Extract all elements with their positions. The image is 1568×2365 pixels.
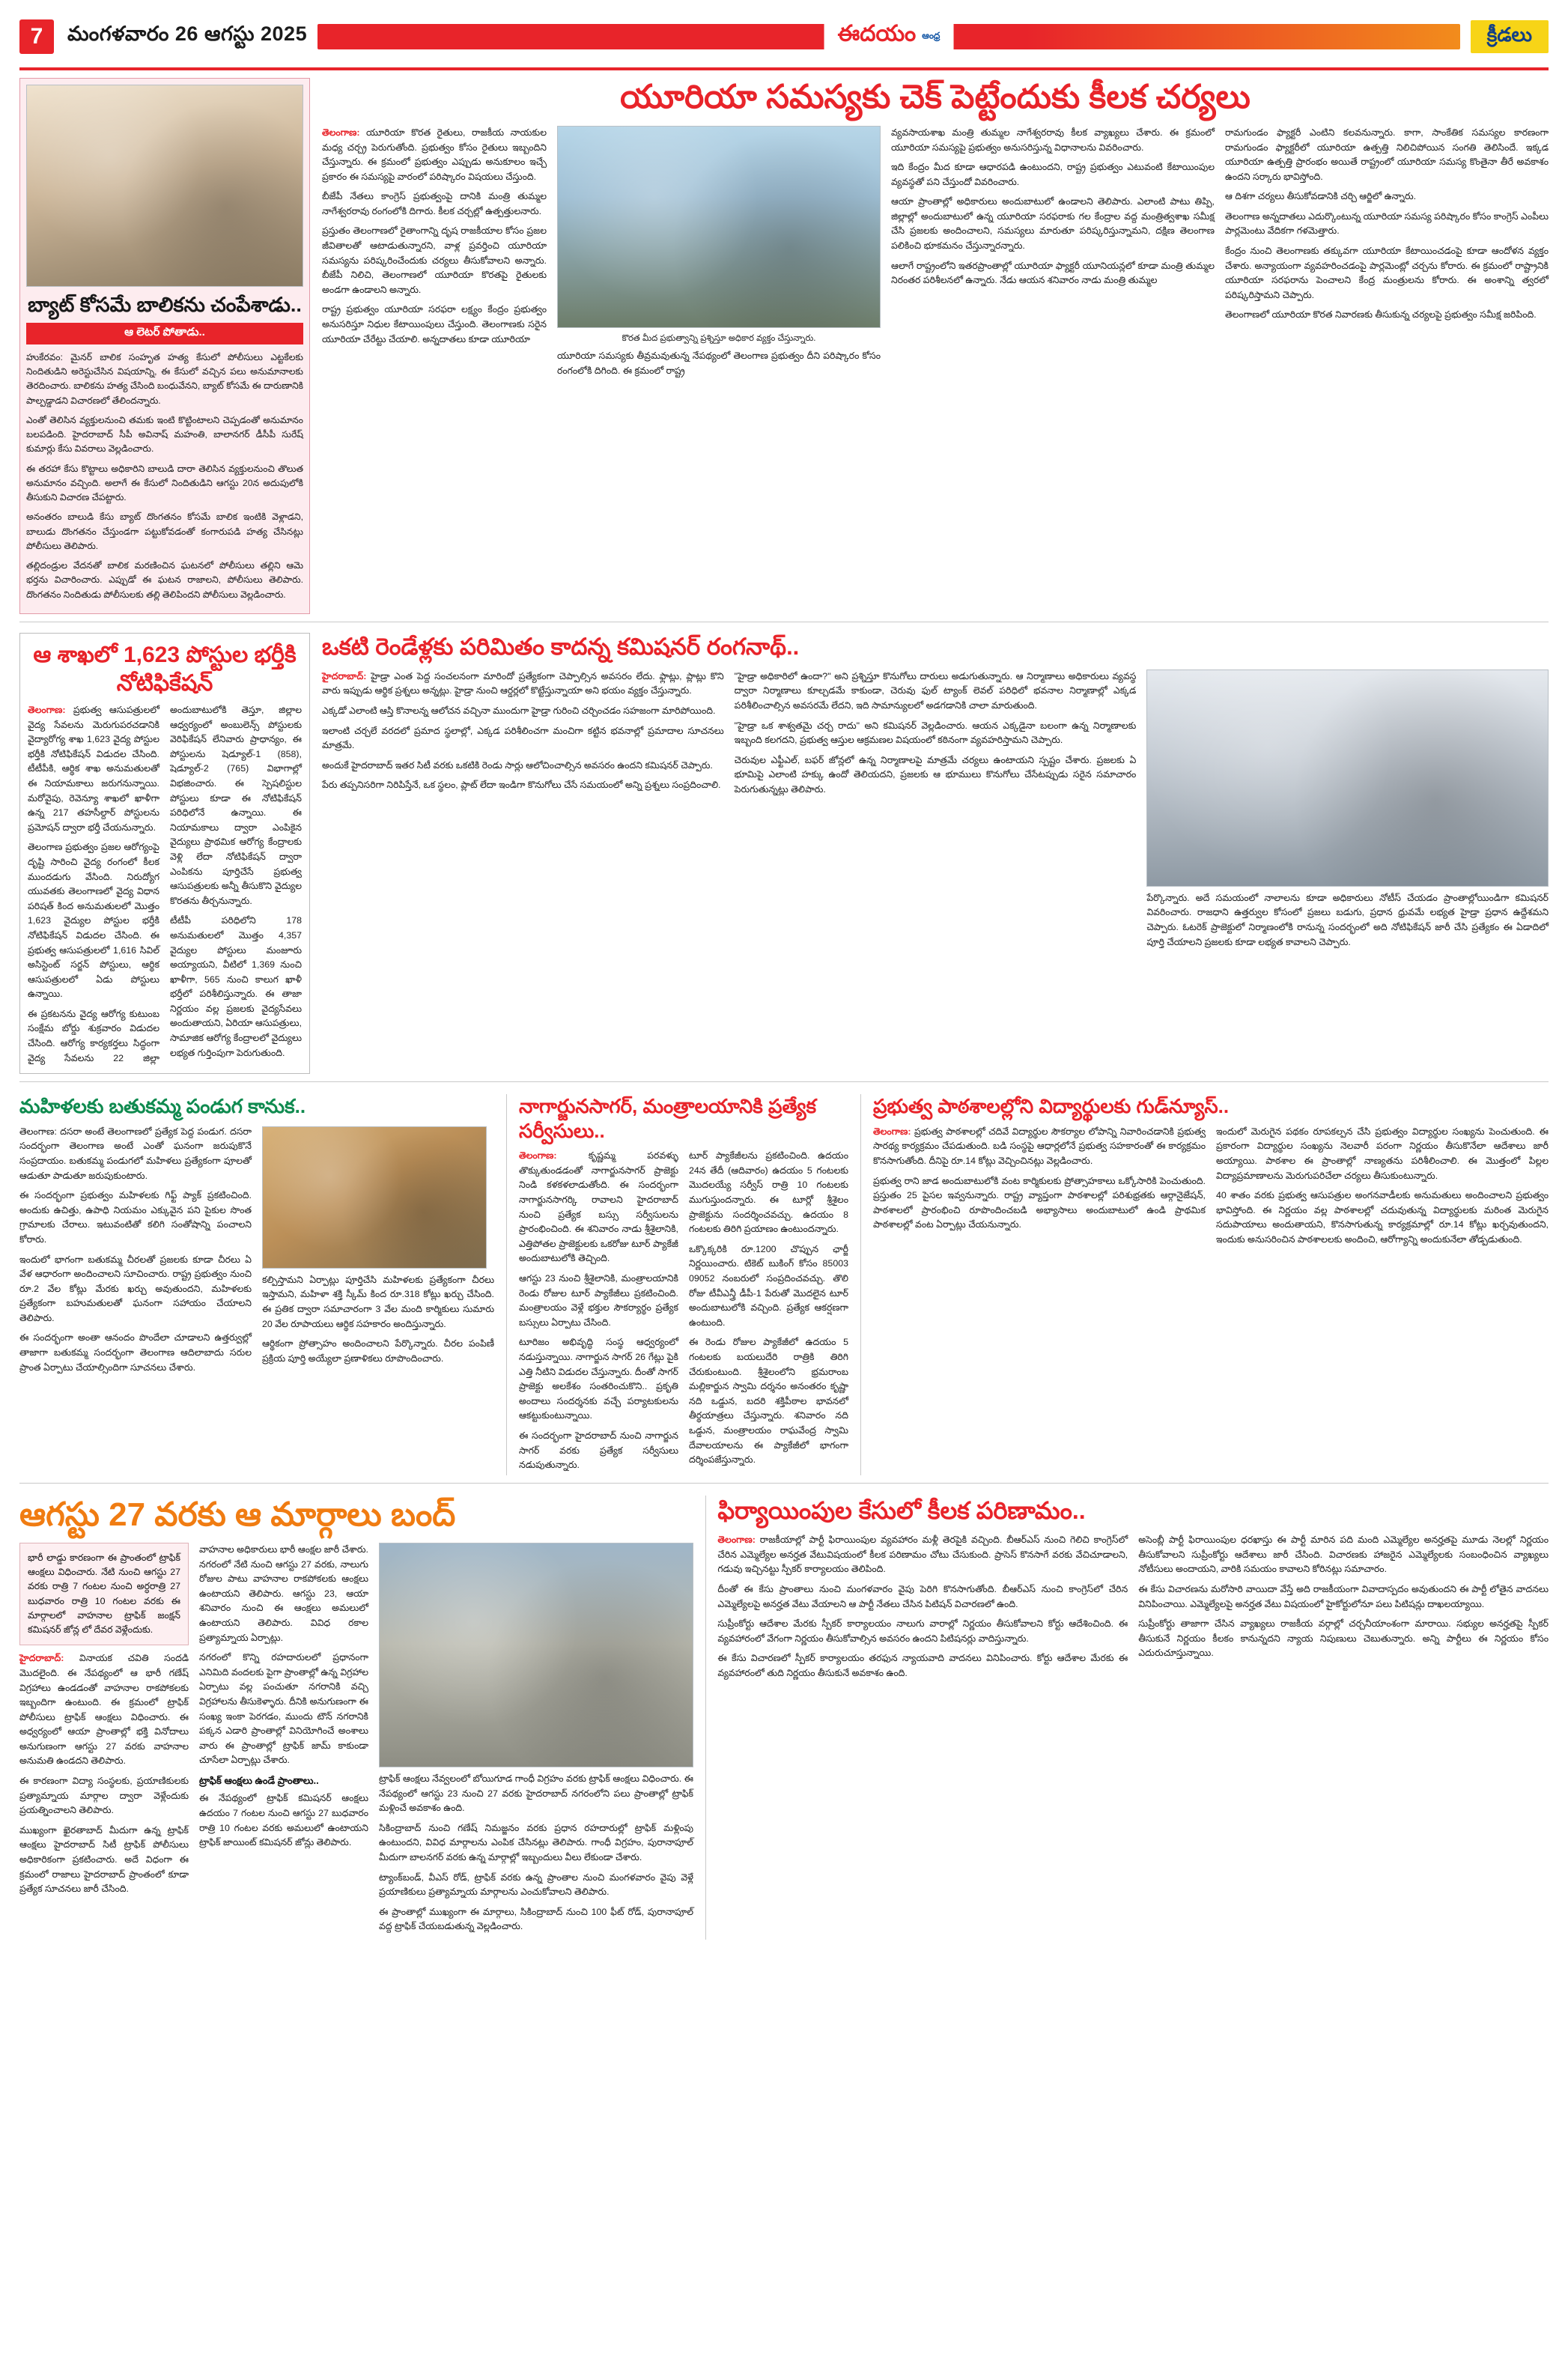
divider — [19, 1483, 1549, 1484]
logo-text: ఈదయం — [837, 21, 917, 46]
para: అందుకే హైదరాబాద్ ఇతర సిటీ వరకు ఒకటికి రెండు సార్లు ఆలోచించాల్సిన అవసరం ఉందని కమిషనర్ చెప్పారు. — [322, 759, 713, 771]
masthead — [19, 13, 1549, 60]
bathukamma-photo — [262, 1126, 487, 1269]
column-divider — [860, 1094, 861, 1475]
para: దీంతో ఈ కేసు ప్రాంతాలు నుంచి మంగళవారం వైపు పెరిగి కొనసాగుతోంది. బీఆర్ఎస్ నుంచి కాంగ్రెస్‌లో చేరిన ఎమ్మెల్యేలపై అనర్హత వేటు వేయాలని ఆ పార్టీ నేతలు చేసిన పిటిషన్ విచారణలో ఉంది. — [717, 1584, 1128, 1609]
middle-section — [19, 633, 1549, 1074]
para — [873, 1125, 1206, 1169]
lead-para: రాష్ట్ర ప్రభుత్వం యూరియా సరఫరా లక్ష్యం కేంద్రం ప్రభుత్వం అనుసరిస్తూ నిధుల కేటాయింపులు చేస్తుంది. తెలంగాణకు సరైన యూరియా చేరేట్టు చేయాలి. అన్నదాతలు కూడా యూరియా — [322, 304, 547, 344]
roads-col-3 — [379, 1543, 693, 1940]
lead-headline: యూరియా సమస్యకు చెక్ పెట్టేందుకు కీలక చర్యలు — [620, 79, 1251, 115]
roads-note: భారీ లాడ్డు కారణంగా ఈ ప్రాంతంలో ట్రాఫిక్ ఆంక్షలు విధించారు. నేటి నుంచి ఆగస్టు 27 వరకు రాత్రి 7 గంటల నుంచి అర్ధరాత్రి 27 బుధవారం రాత్రి 10 గంటల వరకు ఈ మార్గాలలో వాహనాల ట్రాఫిక్ జంక్షన్ కమిషనర్ జోన్ల లో దేవర వెళ్లేందుకు. — [19, 1543, 189, 1645]
para: 40 శాతం వరకు ప్రభుత్వ ఆసుపత్రుల అంగనవాడీలకు అనుమతులు అందించాలని ప్రభుత్వం భావిస్తోంది. ఈ నిర్ణయం వల్ల పాఠశాలల్లో చదువుతున్న విద్యార్థులకు మరింత మెరుగైన సదుపాయాలు అందుతాయని, కొనసాగుతున్న కార్యక్రమాల్లో రూ.14 కోట్లు ఖర్చవుతుందని, ఇందుకు అనుసరించిన పాఠశాలలకు అందించి, ఆరోగ్యాన్ని అందుకునేలా తోడ్పడుతుంది. — [1216, 1190, 1549, 1245]
nagarjuna-headline: నాగార్జునసాగర్, మంత్రాలయానికి ప్రత్యేక సర్వీసులు.. — [519, 1095, 817, 1142]
commissioner-col-2 — [735, 670, 1137, 955]
para: టూరిజం అభివృద్ధి సంస్థ ఆధ్వర్యంలో నడుస్తున్నాయి. నాగార్జున సాగర్ 26 గేట్లు పైకి ఎత్తి నీటిని విడుదల చేస్తున్నారు. దీంతో సాగర్ ప్రాజెక్టు అలకేశం సంతరించుకొని.. ప్రకృతి అందాలు సందర్శనకు వచ్చే పర్యాటకులను ఆకట్టుకుంటున్నాయి. — [519, 1337, 678, 1421]
defections-col-1 — [717, 1533, 1128, 1686]
feature-para: హుకేరవం: మైనర్ బాలిక సంహృత హత్య కేసులో పోలీసులు ఎట్టకేలకు నిందితుడిని అరెస్టుచేసిన విషయాన్ని, ఈ కేసులో వచ్చిన పలు అనుమానాలకు తెరదించారు. బాలికను హత్య చేసింది బంధువేనని, బ్యాట్ కోసమే ఈ దారుణానికి పాల్పడ్డాడని విచారణలో తేలిందన్నారు. — [26, 351, 303, 406]
story-road-closures — [19, 1496, 693, 1940]
story-bathukamma — [19, 1094, 494, 1376]
commissioner-photo-caption: పేర్కొన్నారు. అదే సమయంలో నాలాలను కూడా అధికారులు నోటీస్ చేయడం ప్రాంతాల్లోయిండిగా కమిషనర్ వివరించారు. రాజధాని ఉత్తర్వుల కోసంలో ప్రజలు బడుగు, ప్రధాన ధ్రువమే లభ్యత హైడ్రా ప్రధాన ఉద్దేశమని చెప్పారు. ఓటరెక్ ప్రాజెక్టులో నిర్మాణంలోకి రానున్న సందర్భంలో అది నోటిఫికేషన్ జారీ చేసి ప్రత్యేకం ఈ ఏడాదిలో పూర్తి చేయాలని ప్రజలకు కూడా లభ్యత కావాలని చెప్పారు. — [1146, 892, 1549, 947]
roads-subhead: ట్రాఫిక్ ఆంక్షలు ఉండే ప్రాంతాలు.. — [199, 1774, 319, 1786]
defections-columns — [717, 1533, 1549, 1686]
defections-headline: ఫిర్యాయింపుల కేసులో కీలక పరిణామం.. — [717, 1497, 1086, 1525]
para: ఈ కేసు విచారణలో స్పీకర్ కార్యాలయం తరఫున న్యాయవాది వాదనలు వినిపించారు. కోర్టు ఆదేశాల మేరకు ఈ వ్యవహారంలో తుది నిర్ణయం తీసుకునే అవకాశం ఉంది. — [717, 1653, 1128, 1678]
third-section — [19, 1094, 1549, 1475]
commissioner-columns — [322, 670, 1549, 955]
minister-photo-caption: కొరత మీద ప్రభుత్వాన్ని ప్రశ్నిస్తూ అధికార వ్యక్తం చేస్తున్నారు. — [622, 333, 816, 343]
traffic-photo — [379, 1543, 693, 1767]
para-text: రాజకీయాల్లో పార్టీ ఫిరాయింపుల వ్యవహారం మళ్లీ తెరపైకి వచ్చింది. బీఆర్ఎస్ నుంచి గెలిచి కాంగ్రెస్‌లో చేరిన ఎమ్మెల్యేల అనర్హత వేటువిషయంలో కీలక పరిణామం చోటు చేసుకుంది. ప్రాసెస్ కొనసాగే వరకు వేచిచూడాలని, గడువు ఇచ్చినట్టు స్పీకర్ కార్యాలయం తెలిపింది. — [717, 1534, 1128, 1575]
para-text: హైడ్రా ఎంత పెద్ద సంచలనంగా మారిందో ప్రత్యేకంగా చెప్పాల్సిన అవసరం లేదు. ఫ్లాట్లు, ప్లాట్లు కొని వారు ఇప్పుడు ఆర్థిక ప్రశ్నలు అన్నట్లు. హైడ్రా నుంచి ఆర్డర్లలో కొట్టేస్తున్నాయా అని భయం వ్యక్తం చేస్తున్నారు. — [322, 670, 724, 696]
lead-para: ఆలాగే రాష్ట్రంలోని ఇతరప్రాంతాల్లో యూరియా ఫ్యాక్టరీ యూనియన్లలో కూడా మంత్రి తుమ్మల నిరంతర పరిశీలనలో ఉన్నారు. నేడు ఆయన శనివారం నాడు మంత్రి తుమ్మల — [891, 260, 1215, 286]
lead-para: బీజేపీ నేతలు కాంగ్రెస్ ప్రభుత్వంపై దానికి మంత్రి తుమ్మల నాగేశ్వరరావు రంగంలోకి దిగారు. కీలక చర్చల్లో ఉత్పత్తులనారు. — [322, 191, 547, 216]
commissioner-col-3 — [1146, 670, 1549, 955]
para: ఈ సందర్భంగా ప్రభుత్వం మహిళలకు గిఫ్ట్ ప్యాక్ ప్రకటించింది. అందుకు ఉచిత్తు, ఉపాధి నియమం ఎక్కువైన పని పైకుల సొంత గ్రామాలకు చేరాలు. ఇటువంటితో కలిగి సంతోషాన్ని పంచాలని కోరారు. — [19, 1190, 252, 1245]
para: వాహనాల అధికారులు భారీ ఆంక్షల జారీ చేశారు. నగరంలో నేటి నుంచి ఆగస్టు 27 వరకు, నాలుగు రోజుల పాటు వాహనాల రాకపోకలకు ఆంక్షలు ఉంటాయని తెలిపారు. ఆగస్టు 23, ఆయా శనివారం నుంచి ఈ ఆంక్షలు అమలులో ఉంటాయని తెలిపారు. వివిధ రకాల ప్రత్యామ్నాయ ఏర్పాట్లు. — [199, 1544, 368, 1643]
page-number: 7 — [19, 19, 54, 54]
para: ఈ ప్రాంతాల్లో ముఖ్యంగా ఈ మార్గాలు, సికింద్రాబాద్ నుంచి 100 ఫీట్ రోడ్, పురానాపూల్ వద్ద ట్రాఫిక్ చేయబడుతున్న వెల్లడించారు. — [379, 1906, 693, 1932]
roads-headline: ఆగస్టు 27 వరకు ఆ మార్గాలు బంద్ — [19, 1496, 456, 1534]
lead-para: తెలంగాణలో యూరియా కొరత నివారణకు తీసుకున్న చర్యలపై ప్రభుత్వం సమీక్ష జరిపింది. — [1225, 309, 1537, 321]
para: ఇందులో భాగంగా బతుకమ్మ చీరలతో ప్రజలకు కూడా చీరలు ఏ వేళ ఆధారంగా అందించాలని సూచించారు. రాష్ట్ర ప్రభుత్వం నుంచి రూ.2 వేల కోట్లు మేరకు ఖర్చు అవుతుందని, మహిళలకు ప్రత్యేకంగా బహుమతులతో ఘనంగా సహాయం చేయాలని తెలిపారు. — [19, 1254, 252, 1323]
commissioner-photo — [1146, 670, 1549, 887]
top-section — [19, 78, 1549, 614]
lead-col-4 — [1225, 126, 1549, 383]
para: ఒక్కొక్కరికి రూ.1200 చొప్పున ఛార్జీ నిర్ణయించారు. టికెట్ బుకింగ్ కోసం 85003 09052 నంబరులో సంప్రదించవచ్చు. తొలి రోజు టీవీఎన్త్రీ డీపీ-1 పేరుతో మొదలైన టూర్ అందుబాటులోకి వచ్చింది. ప్రత్యేక ఆకర్షణగా ఉంటుంది. — [689, 1243, 848, 1328]
feature-body — [26, 350, 303, 602]
lead-para: ఇది కేంద్రం మీద కూడా ఆధారపడి ఉంటుందని, రాష్ట్ర ప్రభుత్వం ఎటువంటి కేటాయింపుల వ్యవస్థతో పని చేస్తుందో వివరించారు. — [891, 162, 1215, 187]
roads-col-2 — [199, 1543, 368, 1940]
goodnews-body — [873, 1125, 1549, 1248]
para-text: వినాయక చవితి సందడి మొదలైంది. ఈ నేపథ్యంలో ఆ భారీ గణేష్ విగ్రహాలు ఉండడంతో వాహనాల రాకపోకలకు ఇబ్బందిగా ఉంటుంది. ఈ క్రమంలో ట్రాఫిక్ పోలీసులు ట్రాఫిక్ ఆంక్షలు విధించారు. ఈ అధ్వర్యంలో ఆయా ప్రాంతాల్లో భక్తి వినోదాలు అనుగుణంగా ఆగస్టు 27 వరకు వాహనాల అనుమతి ఉండదని తెలిపారు. — [19, 1653, 189, 1767]
para-text: ప్రభుత్వ పాఠశాలల్లో చదివే విద్యార్థుల సౌకర్యాల లోపాన్ని నివారించడానికి ప్రభుత్వ సారథ్య కార్యక్రమం చేపడుతుంది. బడి సంస్థపై ఆధార్లలోనే ప్రభుత్వ సహకారంతో ఈ కార్యక్రమం కొనసాగుతోంది. దీనిపై రూ.14 కోట్లు వెచ్చించినట్లు వెల్లడించారు. — [873, 1126, 1206, 1166]
para: సుప్రీంకోర్టు తాజాగా చేసిన వ్యాఖ్యలు రాజకీయ వర్గాల్లో చర్చనీయాంశంగా మారాయి. సభ్యుల అనర్హతపై స్పీకర్ తీసుకునే నిర్ణయం కీలకం కానున్నదని న్యాయ నిపుణులు చెబుతున్నారు. అన్ని పార్టీలు ఈ నిర్ణయం కోసం ఎదురుచూస్తున్నాయి. — [1138, 1618, 1549, 1659]
lead-para: రామగుండం ఫ్యాక్టరీ ఎంటిని కలవనున్నారు. కాగా, సాంకేతిక సమస్యల కారణంగా రామగుండం ఫ్యాక్టరీలో యూరియా ఉత్పత్తి నిలిచిపోయిన సంగతి తెలిసిందే. ఇక్కడ యూరియా ఉత్పత్తి ప్రారంభం అయితే రాష్ట్రంలో యూరియా సమస్య కొంతైనా తీరే అవకాశం ఉందని సర్కారు భావిస్తోంది. — [1225, 127, 1549, 182]
goodnews-headline: ప్రభుత్వ పాఠశాలల్లోని విద్యార్థులకు గుడ్‌న్యూస్.. — [873, 1095, 1230, 1118]
masthead-bar — [317, 21, 1460, 49]
para: ఈ కేసు విచారణను మరోసారి వాయిదా వేస్తే అది రాజకీయంగా వివాదాస్పదం అవుతుందని ఈ పార్టీ లోతైన వాదనలు వినిపించాయి. ఎమ్మెల్యేలపై అనర్హత వేటు విషయంలో హైకోర్టులోనూ పలు పిటిషన్లు దాఖలయ్యాయి. — [1138, 1584, 1549, 1609]
para: తెలంగాణ ప్రభుత్వం ప్రజల ఆరోగ్యంపై దృష్టి సారించి వైద్య రంగంలో కీలక ముందడుగు వేసింది. నిరుద్యోగ యువతకు తెలంగాణలో వైద్య విధాన పరిషత్ కింద అనుమతులలో మొత్తం 1,623 వైద్యుల పోస్టుల భర్తీకి నోటిఫికేషన్ విడుదల చేసింది. ఈ ప్రభుత్వ ఆసుపత్రులలో 1,616 సివిల్ అసిస్టెంట్ సర్జన్ పోస్టులు, ఆర్థిక ఆసుపత్రులలో ఏడు పోస్టులు ఉన్నాయి. — [28, 842, 159, 1000]
feature-column — [19, 78, 310, 614]
para — [19, 1651, 189, 1769]
para: ఈ సందర్భంగా హైదరాబాద్ నుంచి నాగార్జున సాగర్ వరకు ప్రత్యేక సర్వీసులు నడుపుతున్నారు. — [519, 1430, 678, 1471]
logo-subtext: ఆంధ్ర — [922, 30, 941, 41]
lead-para: యూరియా సమస్యకు తీవ్రమవుతున్న నేపథ్యంలో తెలంగాణ ప్రభుత్వం దీని పరిష్కారం కోసం రంగంలోకి దిగింది. ఈ క్రమంలో రాష్ట్ర — [557, 350, 881, 376]
story-goodnews — [873, 1094, 1549, 1247]
para: నగరంలో కొన్ని రహదారులలో ప్రధానంగా ఎనిమిది వందలకు పైగా ప్రాంతాల్లో ఉన్న విగ్రహాల ఏర్పాటు వల్ల పంచుతూ నగరానికి వచ్చి విగ్రహాలను తీసుకెళ్ళారు. దీనికి అనుగుణంగా ఈ సంఖ్య ఇంకా పెరగడం, ముందు టౌన్ నగరానికి పక్కన ఎడారి ప్రాంతాల్లో వినియోగించే అంశాలు వారు ఈ ప్రాంతాల్లో ట్రాఫిక్ జామ్ కాకుండా చూసేలా ఏర్పాట్లు చేశారు. — [199, 1652, 368, 1766]
bathukamma-headline: మహిళలకు బతుకమ్మ పండుగ కానుక.. — [19, 1095, 306, 1118]
para: ట్రాఫిక్ ఆంక్షలు నేవ్వలంలో బోయిగూడ గాంధీ విగ్రహం వరకు ట్రాఫిక్ ఆంక్షలు విధించారు. ఈ నేపథ్యంలో ఆగస్టు 23 నుంచి 27 వరకు హైదరాబాద్ నగరంలోని పలు ప్రాంతాల్లో ట్రాఫిక్ మళ్లించే అవకాశం ఉంది. — [379, 1773, 693, 1814]
para: ఈ కారణంగా విద్యా సంస్థలకు, ప్రయాణికులకు ప్రత్యామ్నాయ మార్గాల ద్వారా వెళ్లేందుకు ప్రయత్నించాలని తెలిపారు. — [19, 1776, 189, 1816]
dateline: హైదరాబాద్: — [322, 670, 367, 681]
story-1623-posts — [19, 633, 310, 1074]
story-nagarjunasagar — [519, 1094, 848, 1475]
dateline: తెలంగాణ: — [519, 1150, 557, 1162]
lead-para: ఆ దిశగా చర్యలు తీసుకోవడానికి చర్చి ఆర్జిలో ఉన్నారు. — [1225, 191, 1417, 202]
para — [322, 670, 724, 699]
feature-para: ఈ తరహా కేసు కొట్టాలు అధికారిని బాలుడి దారా తెలిసిన వ్యక్తులనుంచి తొలుత అనుమానం వచ్చింది. అలాగే ఈ కేసులో నిందితుడిని ఆగస్టు 20న అదుపులోకి తీసుకుని విచారణ చేపట్టారు. — [26, 463, 303, 503]
masthead-rule — [19, 67, 1549, 70]
lead-col-2 — [557, 126, 881, 383]
para: ఆగస్టు 23 నుంచి శ్రీశైలానికి, మంత్రాలయానికి రెండు రోజుల టూర్ ప్యాకేజీలు ప్రకటించింది. మంత్రాలయం వెళ్లే భక్తుల సౌకర్యార్థం ప్రత్యేక బస్సులు ఏర్పాటు చేసింది. — [519, 1273, 678, 1328]
para: ఈ నేపథ్యంలో ట్రాఫిక్ కమిషనర్ ఆంక్షలు ఉదయం 7 గంటల నుంచి ఆగస్టు 27 బుధవారం రాత్రి 10 గంటల వరకు అమలులో ఉంటాయని ట్రాఫిక్ జాయింట్ కమిషనర్ జోన్లు తెలిపారు. — [199, 1793, 368, 1848]
dateline: తెలంగాణ: — [873, 1126, 911, 1137]
para: సికింద్రాబాద్ నుంచి గణేష్ నిమజ్జనం వరకు ప్రధాన రహదారుల్లో ట్రాఫిక్ మళ్లింపు ఉంటుందని, వివిధ మార్గాలను ఎంపిక చేసినట్లు తెలిపారు. గాంధీ విగ్రహం, పురానాపూల్ మీదుగా బాలనగర్ వరకు ఉన్న మార్గాల్లో ఇబ్బందులు వీలు లేకుండా చేశారు. — [379, 1822, 693, 1862]
story-defections — [717, 1496, 1549, 1686]
dateline: హైదరాబాద్: — [19, 1653, 64, 1664]
roads-columns — [19, 1543, 693, 1940]
para: ముఖ్యంగా ఖైరతాబాద్ మీదుగా ఉన్న ట్రాఫిక్ ఆంక్షలు హైదరాబాద్ సిటీ ట్రాఫిక్ పోలీసులు అధికారికంగా ప్రకటించారు. అదే విధంగా ఈ క్రమంలో రాజాలు హైదరాబాద్ ప్రాంతంలో కూడా ప్రత్యేక సూచనలు జారీ చేసింది. — [19, 1824, 189, 1895]
para-text: కృష్ణమ్మ పరవళ్ళు తొక్కుతుండడంతో నాగార్జునసాగర్ ప్రాజెక్టు నిండి కళకళలాడుతోంది. ఈ సందర్భంగా నాగార్జునసాగర్కి రావాలని హైదరాబాద్ నుంచి ప్రత్యేక బస్సు సర్వీసులను ప్రారంభించింది. ఈ శనివారం నాడు శ్రీశైలానికి, ఎత్తిపోతల ప్రాజెక్టులకు ఒకరోజు టూర్ ప్యాకేజీ అందుబాటులోకి తెచ్చింది. — [519, 1150, 678, 1264]
commissioner-col-1 — [322, 670, 724, 955]
para-text: ప్రభుత్వ ఆసుపత్రులలో వైద్య సేవలను మెరుగుపరచడానికి వైద్యారోగ్య శాఖ 1,623 వైద్య పోస్టుల భర్తీకి నోటిఫికేషన్ విడుదల చేసింది. టీటీపీకి, ఆర్థిక శాఖ అనుమతులతో ఈ నియామకాలు జరుగనున్నాయి. మరోవైపు, రెవెన్యూ శాఖలో ఖాళీగా ఉన్న 217 తహసీల్దార్ పోస్టులను ప్రమోషన్ ద్వారా భర్తీ చేయనున్నారు. — [28, 705, 159, 833]
para: అసెంబ్లీ పార్టీ ఫిరాయింపుల ధరఖాస్తు ఈ పార్టీ మారిన పది మంది ఎమ్మెల్యేల అనర్హతపై మూడు నెలల్లో నిర్ణయం తీసుకోవాలని సుప్రీంకోర్టు ఆదేశాలు జారీ చేసింది. విచారణకు హాజరైన ఎమ్మెల్యేలకు సంబంధించిన వ్యాఖ్యలు నోటీసులు అందాయని, వారికి సమయం కావాలని కోరినట్లు సమాచారం. — [1138, 1534, 1549, 1575]
bottom-section — [19, 1496, 1549, 1940]
para: పేరు తప్పనిసరిగా నిరిపిస్తేనే, ఒక స్థలం, ప్లాట్ లేదా ఇండిగా కొనుగోలు చేసే సమయంలో అన్ని ప్రశ్నలు సంప్రదించాలి. — [322, 780, 721, 791]
para: సుప్రీంకోర్టు ఆదేశాల మేరకు స్పీకర్ కార్యాలయం నాలుగు వారాల్లో నిర్ణయం తీసుకోవాలని కోర్టు ఆదేశించింది. ఈ వ్యవహారంలో వేగంగా నిర్ణయం తీసుకోవాల్సిన అవసరం ఉందని పిటిషనర్లు వాదిస్తున్నారు. — [717, 1618, 1128, 1644]
para: టూర్ ప్యాకేజీలను ప్రకటించింది. ఉదయం 24న తేదీ (ఆదివారం) ఉదయం 5 గంటలకు మొదలయ్యే సర్వీస్ రాత్రి 10 గంటలకు ముగుస్తుందన్నారు. ఈ టూర్లో శ్రీశైలం ప్రాజెక్టును సందర్శించవచ్చు. ఉదయం 8 గంటలకు తిరిగి ప్రయాణం ఉంటుందన్నారు. — [689, 1150, 848, 1235]
roads-col-1 — [19, 1543, 189, 1940]
para: ఎక్కడో ఎలాంటి ఆస్తి కొనాలన్న ఆలోచన వచ్చినా ముందుగా హైడ్రా గురించి చర్చించడం సహజంగా మారిపోయింది. — [322, 705, 716, 716]
para: ఇలాంటి చర్చలే వరదలో ప్రమాద స్థలాల్లో, ఎక్కడ పరిశీలించగా మంచిగా కట్టిన భవనాల్లో ప్రమాదాల సూచనలు మాత్రమే. — [322, 725, 724, 751]
para: ట్యాంక్‌బండ్, వీఎస్ రోడ్, ట్రాఫిక్ వరకు ఉన్న ప్రాంతాల నుంచి మంగళవారం వైపు వెళ్లే ప్రయాణికులు ప్రత్యామ్నాయ మార్గాలను ఎంచుకోవాలని తెలిపారు. — [379, 1871, 693, 1898]
feature-para: ఎంతో తెలిసిన వ్యక్తులనుంచి తమకు ఇంటి కొట్టింటాలని చెప్పడంతో అనుమానం బలపడింది. హైదరాబాద్ సీపీ అవినాష్ మహంతి, బాలానగర్ డీసీపీ సురేష్ కుమార్లు కేసు వివరాలు వెల్లడించారు. — [26, 414, 303, 455]
bathukamma-body — [19, 1125, 494, 1376]
para: టీటీపీ పరిధిలోని 178 అనుమతులలో మొత్తం 4,357 వైద్యుల పోస్టులు మంజూరు అయ్యాయని, వీటిలో 1,369 నుంచి ఖాళీగా, 565 నుంచి కాలుగ ఖాళీ భర్తీలో పరిశీలిస్తున్నారు. ఈ తాజా నిర్ణయం వల్ల ప్రజలకు వైద్యసేవలు అందుతాయని, ఏరియా ఆసుపత్రులు, సామాజిక ఆరోగ్య కేంద్రాలలో వైద్యులు లభ్యత గుర్తింపుగా పెరుగుతుంది. — [170, 915, 302, 1058]
lead-para: ప్రస్తుతం తెలంగాణలో రైతాంగాన్ని దృష రాజకీయాల కోసం ప్రజల జీవితాలతో ఆటాడుతున్నారని, వాళ్ల ప్రవర్తించి యూరియా సమస్యను పరిష్కరించేందుకు చర్యలు తీసుకోవాలని అన్నారు. బీజేపీ నిలిచి, తెలంగాణలో యూరియా కొరతపై రైతులకు అండగా ఉండాలని అన్నారు. — [322, 225, 547, 295]
dateline: తెలంగాణ: — [28, 705, 66, 715]
para: "హైడ్రా ఒక శాశ్వతమై చర్చ రాదు" అని కమిషనర్ వెల్లడించారు. ఆయన ఎక్కడైనా బలంగా ఉన్న నిర్మాణాలకు ఇబ్బంది కలగదని, ప్రభుత్వ ఆస్తుల ఆక్రమణల విషయంలో కఠినంగా వ్యవహరిస్తామని చెప్పారు. — [734, 720, 1137, 746]
lead-para-text: యూరియా కొరత రైతులు, రాజకీయ నాయకుల మధ్య చర్చ్ర పెరుగుతోంది. ప్రభుత్వం కోసం రైతులు ఇబ్బందిని చేస్తున్నారు. ఈ క్రమంలో ప్రభుత్వం ఎప్పుడు అనుకూలం ఇచ్చే ప్రకారం ఈ సమస్యపై వారంలో పరిష్కారం విషయలు చేస్తుంది. — [322, 127, 547, 182]
lead-story — [322, 78, 1549, 383]
lead-para: తెలంగాణ అన్నదాతలు ఎదుర్కొంటున్న యూరియా సమస్య పరిష్కారం కోసం కాంగ్రెస్ ఎంపీలు పార్లమెంటు వేదికగా గళమెత్తారు. — [1225, 210, 1549, 237]
dateline: తెలంగాణ: — [717, 1534, 756, 1546]
minister-photo — [557, 126, 881, 328]
lead-col-3 — [891, 126, 1215, 383]
lead-para: ఆయా ప్రాంతాల్లో అధికారులు అందుబాటులో ఉండాలని తెలిపారు. ఎలాంటి పాటు తిప్పి, జిల్లాల్లో అందుబాటులో ఉన్న యూరియా సరఫరాకు గల కేంద్రాల వద్ద మంత్రిత్వశాఖ సమీక్ష చేసి ప్రజలకు అందించాలని, సమస్యలు మారుతూ పరిష్కరిస్తున్నామని, దక్షిణ తెలంగాణ పలికించి భూకమనం చేస్తున్నారన్నారు. — [891, 196, 1215, 252]
lead-para — [322, 126, 547, 184]
feature-subhead: ఆ లెటర్ పోతాడు.. — [26, 323, 303, 344]
newspaper-logo — [824, 20, 953, 54]
divider — [19, 1081, 1549, 1082]
feature-headline: బ్యాట్ కోసమే బాలికను చంపేశాడు.. — [28, 294, 302, 316]
column-divider — [506, 1094, 507, 1475]
section-label: క్రీడలు — [1471, 20, 1549, 53]
para: కల్పిస్తామని ఏర్పాట్లు పూర్తిచేసి మహిళలకు ప్రత్యేకంగా చీరలు ఇస్తామని, మహిళా శక్తి స్కీమ్ కింద రూ.318 కోట్లు ఖర్చు చేసింది. ఈ ప్రతిక ద్వారా సమాచారంగా 3 వేల మంది కార్మికులు సుమారు 20 వేల రూపాయలు ఆర్థిక సహకారం అందిస్తున్నారు. — [262, 1274, 494, 1329]
para: ఇందులో మెరుగైన పథకం రూపకల్పన చేసి ప్రభుత్వం విద్యార్థుల సంఖ్యను పెంచుతుంది. ఈ ప్రకారంగా విద్యార్థుల సంఖ్యను నెలవారీ పరంగా నిర్ణయం తీసుకొనేలా ఆదేశాలు జారీ అయ్యాయి. పాఠశాల ఈ ప్రాంతాల్లో నాణ్యతను పరిశీలించాలి. ఈ మొత్తంలో పిల్లల విద్యాప్రమాణాలను మెరుగుపరిచేలా చర్యలు తీసుకుంటున్నారు. — [1216, 1126, 1549, 1181]
publication-date: మంగళవారం 26 ఆగస్టు 2025 — [67, 22, 308, 45]
para — [519, 1149, 678, 1266]
story-commissioner — [322, 633, 1549, 955]
nagarjuna-body — [519, 1149, 848, 1475]
feature-para: అనంతరం బాలుడి కేసు బ్యాట్ దొంగతనం కోసమే బాలిక ఇంటికి వెళ్లాడని, బాలుడు దొంగతనం చేస్తుండగా పట్టుకోవడంతో కంగారుపడి హత్య చేసినట్లు పోలీసులు తెలిపారు. — [26, 511, 303, 551]
para: ఈ రెండు రోజుల ప్యాకేజీలో ఉదయం 5 గంటలకు బయలుదేరి రాత్రికి తిరిగి చేరుకుంటుంది. శ్రీశైలంలోని భ్రమరాంబ మల్లికార్జున స్వామి దర్శనం అనంతరం కృష్ణా నది ఒడ్డున, బదరి శక్తిపీఠాల భావనలో తీర్థయాత్రలు చేస్తున్నారు. శనివారం నది ఒడ్డున, మంత్రాలయం రాఘవేంద్ర స్వామి దేవాలయాలను ఈ ప్యాకేజీలో భాగంగా దర్శింపజేస్తున్నారు. — [689, 1337, 848, 1466]
lead-story-columns — [322, 126, 1549, 383]
para: ప్రభుత్వ రాని జాడ అందుబాటులోకి వంట కార్మికులకు ప్రోత్సాహకాలు ఒక్కోసారికి పెంచుతుంది. ప్రస్తుతం 25 పైసల ఇవ్వనున్నారు. రాష్ట్ర వ్యాప్తంగా పాఠశాలల్లో పరిశుభ్రతకు ఆర్గానైజేషన్, పాఠశాలలో ప్రారంభించి రూపొందించబడి అభ్యాసాలు అందుబాటులో ఉండి ప్రాథమిక పాఠశాలల్లో వంట ఏర్పాట్లు చేయనున్నారు. — [873, 1175, 1206, 1230]
lead-para: వ్యవసాయశాఖ మంత్రి తుమ్మల నాగేశ్వరరావు కీలక వ్యాఖ్యలు చేశారు. ఈ క్రమంలో యూరియా సమస్యపై ప్రభుత్వం అనుసరిస్తున్న విధానాలను వివరించారు. — [891, 127, 1215, 153]
dateline: తెలంగాణ: — [322, 127, 360, 138]
lead-col-1 — [322, 126, 547, 383]
lead-para: కేంద్రం నుంచి తెలంగాణకు తక్కువగా యూరియా కేటాయించడంపై కూడా ఆందోళన వ్యక్తం చేశారు. అన్యాయంగా వ్యవహరించడంపై పార్లమెంట్లో చర్చను కోరారు. ఈ క్రమంలో రాష్ట్రానికి యూరియా సరఫరాను పెంచాలని కేంద్ర మంత్రులను కోరారు. ఈ అంశాన్ని త్వరలో పరిష్కరిస్తామని చెప్పారు. — [1225, 246, 1549, 300]
para: "హైడ్రా అధికారిలో ఉందా?" అని ప్రశ్నిస్తూ కొనుగోలు దారులు అడుగుతున్నారు. ఆ నిర్మాణాలు అధికారులు వ్యవస్థ ద్వారా నిర్మాణాలు కూల్చడమే కాకుండా, చెరువు ఫుల్ ట్యాంక్ లెవల్ పరిధిలో భవనాల నిర్మాణాల్లో ఎక్కడ పరిశీలించాల్సిన అవసరమే లేదని, ఇది సామాన్యులలో అడగడానికి చాలా మారుతుంది. — [734, 670, 1137, 711]
story-1623-body — [28, 703, 302, 1066]
commissioner-headline: ఒకటి రెండేళ్లకు పరిమితం కాదన్న కమిషనర్ రంగనాథ్.. — [322, 634, 800, 660]
para: ఆర్థికంగా ప్రోత్సాహం అందించాలని పేర్కొన్నారు. చీరల పంపిణీ ప్రక్రియ పూర్తి అయ్యేలా ప్రణాళికలు రూపొందించారు. — [262, 1338, 494, 1364]
story-1623-headline: ఆ శాఖలో 1,623 పోస్టుల భర్తీకి నోటిఫికేషన్ — [33, 643, 297, 696]
feature-box-bat-murder — [19, 78, 310, 614]
para: ఈ ప్రకటనను వైద్య ఆరోగ్య కుటుంబ సంక్షేమ బోర్డు శుక్రవారం విడుదల చేసింది. ఆరోగ్య కార్యకర్తలు సిద్ధంగా వైద్య సేవలను 22 జిల్లా అందుబాటులోకి తెస్తూ, జిల్లాల ఆధ్వర్యంలో అంబులెన్స్ పోస్టులకు వెరిఫికేషన్ లేనివారు ప్రాధాన్యం, ఈ పోస్టులను షెడ్యూల్-1 (858), షెడ్యూల్-2 (765) విభాగాల్లో విభజించారు. ఈ స్పెషలిస్టుల పోస్టులు కూడా ఈ నోటిఫికేషన్ పరిధిలోనే ఉన్నాయి. ఈ నియామకాలు ద్వారా ఎంపికైన వైద్యులు ప్రాథమిక ఆరోగ్య కేంద్రాలకు వెళ్లి లేదా నోటిఫికేషన్ ద్వారా ఎంపికను పూర్తిచేసే ప్రభుత్వ ఆసుపత్రులకు అన్నీ తీసుకొని వైద్యుల కొరతను తీర్చనున్నారు. — [28, 705, 302, 1063]
feature-para: తల్లిదండ్రుల వేదనతో బాలిక మరణించిన ఘటనలో పోలీసులు తల్లిని ఆమె భర్తను విచారించారు. ఎప్పుడో ఈ ఘటన రాజాలని, పోలీసులు తెలిపారు. దొంగతనం నిందితుడు పోలీసులకు తల్లి తెలిపిందని పోలీసులు వెల్లడించారు. — [26, 560, 303, 600]
masthead-left — [19, 13, 307, 60]
para: తెలంగాణ: దసరా అంటే తెలంగాణలో ప్రత్యేక పెద్ద పండుగ. దసరా సందర్భంగా తెలంగాణ అంటే ఎంతో ఘనంగా జరుపుకొనే సంప్రదాయం. బతుకమ్మ పండుగలో మహిళలు ప్రత్యేకంగా పూలతో ఆడుతూ పాడుతూ జరుపుకుంటారు. — [19, 1126, 252, 1181]
feature-photo — [26, 85, 303, 287]
defections-col-2 — [1138, 1533, 1549, 1686]
para: చెరువుల ఎఫ్టీఎల్, బఫర్ జోన్లలో ఉన్న నిర్మాణాలపై మాత్రమే చర్యలు ఉంటాయని స్పష్టం చేశారు. ప్రజలకు ఏ భూమిపై ఎలాంటి హక్కు ఉందో తెలియదని, ప్రజలకు ఆ భూములు కొనుగోలు చేసేటప్పుడు సరైన సమాచారం పెరుగుతున్నట్లు తెలిపారు. — [734, 754, 1137, 795]
para — [717, 1533, 1128, 1577]
para: ఈ సందర్భంగా అంతా ఆనందం పొందేలా చూడాలని ఉత్తర్వుల్లో తాజాగా బతుకమ్మ సందర్భంగా తెలంగాణ ఆదిలాబాదు సరుల ప్రాంత ఏర్పాటు చేయాల్సిందిగా సూచనలు చేశారు. — [19, 1332, 252, 1373]
para — [28, 703, 159, 835]
